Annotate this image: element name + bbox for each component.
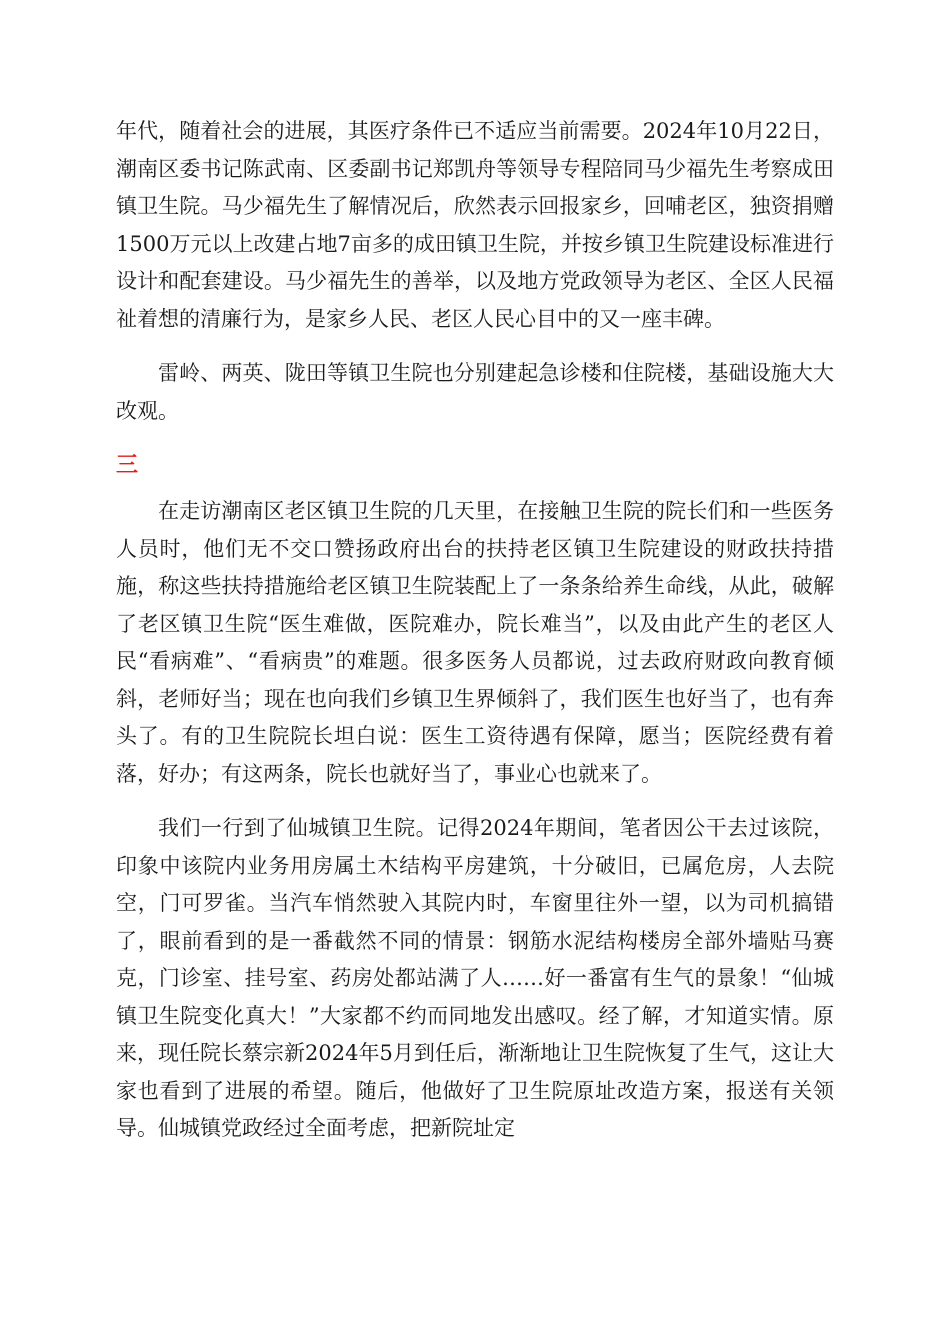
paragraph-continuation: 年代，随着社会的进展，其医疗条件已不适应当前需要。2024年10月22日，潮南区委书记陈武南、区委副书记郑凯舟等领导专程陪同马少福先生考察成田镇卫生院。马少福先生了解情况后，欣然表示回报家乡，回哺老区，独资捐赠1500万元以上改建占地7亩多的成田镇卫生院，并按乡镇卫生院建设标准进行设计和配套建设。马少福先生的善举，以及地方党政领导为老区、全区人民福祉着想的清廉行为，是家乡人民、老区人民心目中的又一座丰碑。: [116, 119, 834, 331]
paragraph-visit-interviews: 在走访潮南区老区镇卫生院的几天里，在接触卫生院的院长们和一些医务人员时，他们无不交口赞扬政府出台的扶持老区镇卫生院建设的财政扶持措施，称这些扶持措施给老区镇卫生院装配上了一条条给养生命线，从此，破解了老区镇卫生院“医生难做，医院难办，院长难当”，以及由此产生的老区人民“看病难”、“看病贵”的难题。很多医务人员都说，过去政府财政向教育倾斜，老师好当；现在也向我们乡镇卫生界倾斜了，我们医生也好当了，也有奔头了。有的卫生院院长坦白说：医生工资待遇有保障，愿当；医院经费有着落，好办；有这两条，院长也就好当了，事业心也就来了。: [116, 499, 834, 786]
paragraph-health-centers: 雷岭、两英、陇田等镇卫生院也分别建起急诊楼和住院楼，基础设施大大改观。: [116, 361, 834, 423]
section-heading: 三: [116, 452, 139, 478]
paragraph-xiancheng-visit: 我们一行到了仙城镇卫生院。记得2024年期间，笔者因公干去过该院，印象中该院内业务用房属土木结构平房建筑，十分破旧，已属危房，人去院空，门可罗雀。当汽车悄然驶入其院内时，车窗里往外一望，以为司机搞错了，眼前看到的是一番截然不同的情景：钢筋水泥结构楼房全部外墙贴马赛克，门诊室、挂号室、药房处都站满了人……好一番富有生气的景象！“仙城镇卫生院变化真大！”大家都不约而同地发出感叹。经了解，才知道实情。原来，现任院长蔡宗新2024年5月到任后，渐渐地让卫生院恢复了生气，这让大家也看到了进展的希望。随后，他做好了卫生院原址改造方案，报送有关领导。仙城镇党政经过全面考虑，把新院址定: [116, 816, 834, 1140]
document-page: [116, 113, 834, 1165]
